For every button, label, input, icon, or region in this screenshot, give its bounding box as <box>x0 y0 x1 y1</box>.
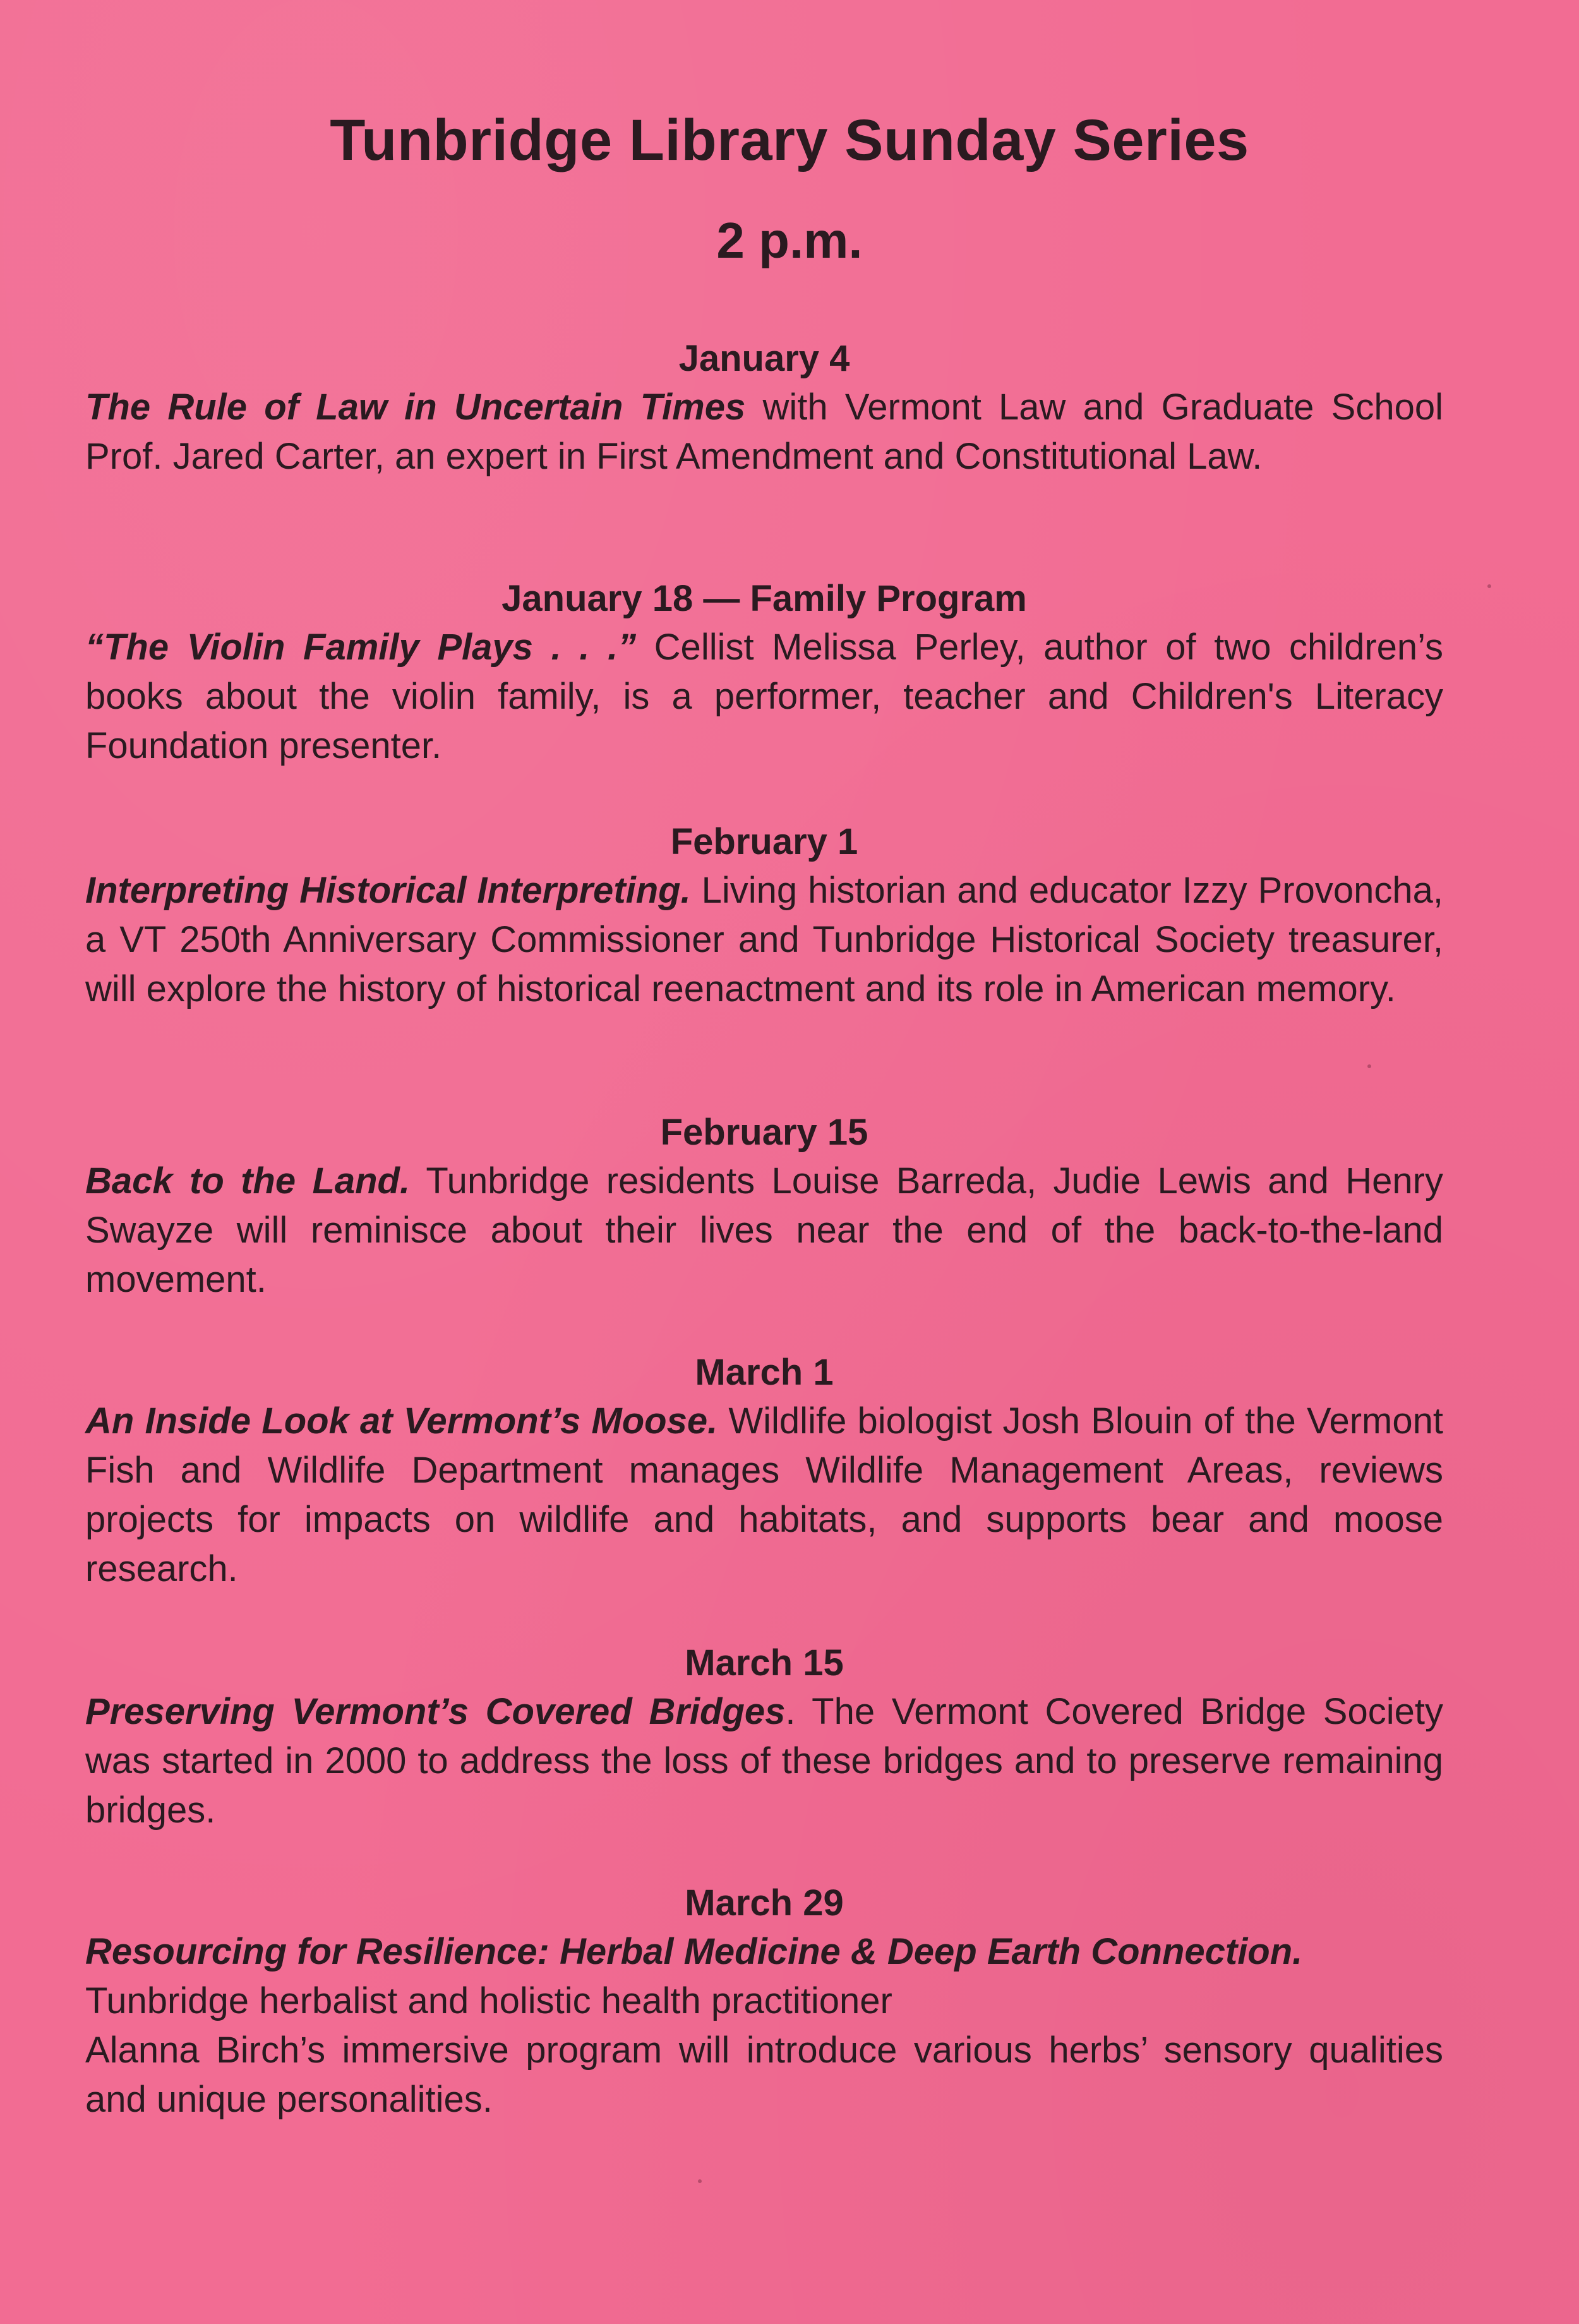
event-description <box>85 1687 1443 1835</box>
event-title: Preserving Vermont’s Covered Bridges <box>85 1691 786 1732</box>
event-item <box>85 1349 1443 1594</box>
event-details-line2: Alanna Birch’s immersive program will introduce various herbs’ sensory qualities and unique personalities. <box>85 2030 1443 2120</box>
event-title: The Rule of Law in Uncertain Times <box>85 387 746 428</box>
event-date: March 29 <box>685 1882 844 1924</box>
event-details: . The Vermont Covered Bridge Society was started in 2000 to address the loss of these bridges and to preserve remaining bridges. <box>85 1691 1443 1831</box>
event-title: Interpreting Historical Interpreting. <box>85 870 691 911</box>
event-item <box>85 335 1443 481</box>
event-description <box>85 623 1443 771</box>
paper-speck <box>1487 584 1491 588</box>
event-item <box>85 1639 1443 1835</box>
event-description <box>85 866 1443 1014</box>
event-title: “The Violin Family Plays . . .” <box>85 627 637 668</box>
event-details-line1: Tunbridge herbalist and holistic health practitioner <box>85 1980 892 2021</box>
event-item <box>85 1879 1443 2124</box>
event-details: with Vermont Law and Graduate School Prof. Jared Carter, an expert in First Amendment and Constitutional Law. <box>85 387 1443 477</box>
event-details: Living historian and educator Izzy Provoncha, a VT 250th Anniversary Commissioner and Tunbridge Historical Society treasurer, will explore the history of historical reenactment and its role in American memory. <box>85 870 1443 1009</box>
event-description <box>85 1927 1443 2124</box>
event-description <box>85 1397 1443 1594</box>
paper-speck <box>698 2179 702 2183</box>
event-details: Tunbridge residents Louise Barreda, Judie Lewis and Henry Swayze will reminisce about their lives near the end of the back-to-the-land movement. <box>85 1160 1443 1300</box>
event-time: 2 p.m. <box>716 212 863 268</box>
event-date: February 1 <box>670 821 858 862</box>
event-date: February 15 <box>660 1112 868 1153</box>
event-title: Back to the Land. <box>85 1160 411 1201</box>
event-title: An Inside Look at Vermont’s Moose. <box>85 1400 718 1442</box>
event-item <box>85 1109 1443 1304</box>
event-date: March 1 <box>695 1352 834 1393</box>
event-date: January 4 <box>678 338 850 379</box>
event-item <box>85 818 1443 1014</box>
event-item <box>85 575 1443 771</box>
event-details: Wildlife biologist Josh Blouin of the Vermont Fish and Wildlife Department manages Wildlife Management Areas, reviews projects for impacts on wildlife and habitats, and supports bear and moose research. <box>85 1400 1443 1589</box>
paper-speck <box>1367 1064 1371 1068</box>
event-description <box>85 1157 1443 1304</box>
event-description <box>85 383 1443 481</box>
event-date: January 18 — Family Program <box>501 578 1027 619</box>
event-date: March 15 <box>685 1642 844 1683</box>
event-details: Cellist Melissa Perley, author of two children’s books about the violin family, is a performer, teacher and Children's Literacy Foundation presenter. <box>85 627 1443 766</box>
event-title: Resourcing for Resilience: Herbal Medicine & Deep Earth Connection. <box>85 1931 1303 1972</box>
page-title: Tunbridge Library Sunday Series <box>330 108 1249 172</box>
